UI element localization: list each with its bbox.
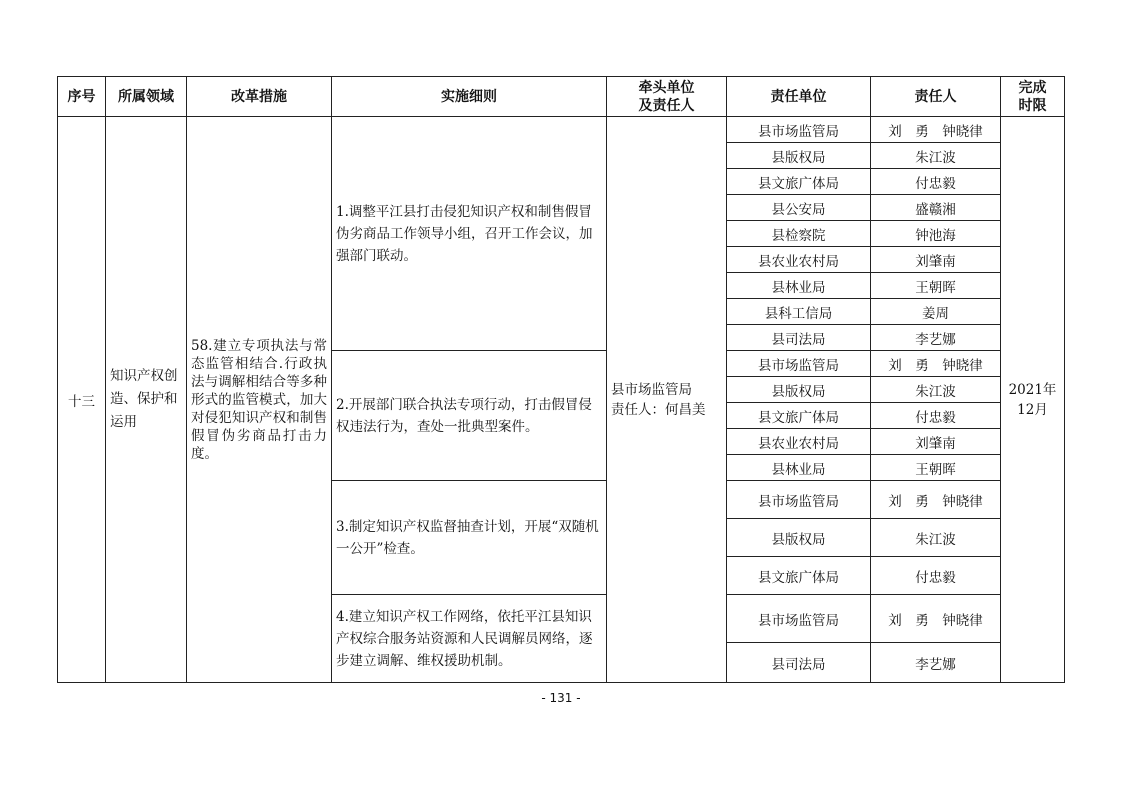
- responsible-person: 王朝晖: [871, 273, 1001, 299]
- responsible-person: 刘肇南: [871, 247, 1001, 273]
- responsible-person: 朱江波: [871, 143, 1001, 169]
- responsible-unit: 县司法局: [727, 325, 871, 351]
- responsible-person: 刘肇南: [871, 429, 1001, 455]
- responsible-unit: 县林业局: [727, 273, 871, 299]
- detail-text: 1.调整平江县打击侵犯知识产权和制售假冒伪劣商品工作领导小组，召开工作会议，加强部门联动。: [332, 117, 607, 351]
- header-no: 序号: [58, 77, 106, 117]
- header-detail: 实施细则: [332, 77, 607, 117]
- detail-text: 4.建立知识产权工作网络，依托平江县知识产权综合服务站资源和人民调解员网络，逐步建立调解、维权援助机制。: [332, 595, 607, 683]
- reform-measures-table: [57, 76, 1065, 683]
- responsible-unit: 县农业农村局: [727, 429, 871, 455]
- responsible-unit: 县市场监管局: [727, 117, 871, 143]
- responsible-person: 刘 勇 钟晓律: [871, 595, 1001, 643]
- responsible-person: 付忠毅: [871, 403, 1001, 429]
- responsible-unit: 县文旅广体局: [727, 557, 871, 595]
- table-header-row: [58, 77, 1065, 117]
- header-unit: 责任单位: [727, 77, 871, 117]
- header-domain: 所属领域: [106, 77, 187, 117]
- responsible-person: 朱江波: [871, 377, 1001, 403]
- row-number: 十三: [58, 117, 106, 683]
- responsible-unit: 县市场监管局: [727, 595, 871, 643]
- responsible-person: 李艺娜: [871, 325, 1001, 351]
- responsible-unit: 县农业农村局: [727, 247, 871, 273]
- detail-text: 3.制定知识产权监督抽查计划，开展“双随机一公开”检查。: [332, 481, 607, 595]
- responsible-unit: 县检察院: [727, 221, 871, 247]
- page-number: - 131 -: [541, 691, 581, 705]
- header-deadline-line2: 时限: [1018, 97, 1047, 114]
- table-row: [58, 117, 1065, 143]
- responsible-person: 刘 勇 钟晓律: [871, 351, 1001, 377]
- responsible-person: 姜周: [871, 299, 1001, 325]
- deadline-cell: [1001, 117, 1065, 683]
- responsible-person: 付忠毅: [871, 169, 1001, 195]
- responsible-person: 刘 勇 钟晓律: [871, 117, 1001, 143]
- responsible-unit: 县版权局: [727, 143, 871, 169]
- responsible-unit: 县市场监管局: [727, 351, 871, 377]
- header-lead-line1: 牵头单位: [638, 79, 695, 96]
- responsible-unit: 县文旅广体局: [727, 403, 871, 429]
- header-lead: [607, 77, 727, 117]
- row-domain: 知识产权创造、保护和运用: [106, 117, 187, 683]
- responsible-person: 盛赣湘: [871, 195, 1001, 221]
- header-measure: 改革措施: [187, 77, 332, 117]
- detail-text: 2.开展部门联合执法专项行动，打击假冒侵权违法行为，查处一批典型案件。: [332, 351, 607, 481]
- responsible-unit: 县版权局: [727, 377, 871, 403]
- header-person: 责任人: [871, 77, 1001, 117]
- responsible-unit: 县科工信局: [727, 299, 871, 325]
- responsible-person: 王朝晖: [871, 455, 1001, 481]
- table-body: [58, 117, 1065, 683]
- header-deadline: [1001, 77, 1065, 117]
- row-measure: 58.建立专项执法与常态监管相结合.行政执法与调解相结合等多种形式的监管模式，加大对侵犯知识产权和制售假冒伪劣商品打击力度。: [187, 117, 332, 683]
- responsible-unit: 县司法局: [727, 643, 871, 683]
- header-deadline-line1: 完成: [1018, 79, 1047, 96]
- header-lead-line2: 及责任人: [638, 97, 695, 114]
- responsible-person: 刘 勇 钟晓律: [871, 481, 1001, 519]
- lead-unit: 县市场监管局: [611, 381, 692, 398]
- responsible-unit: 县市场监管局: [727, 481, 871, 519]
- responsible-unit: 县版权局: [727, 519, 871, 557]
- responsible-person: 钟池海: [871, 221, 1001, 247]
- responsible-person: 付忠毅: [871, 557, 1001, 595]
- responsible-person: 李艺娜: [871, 643, 1001, 683]
- responsible-unit: 县文旅广体局: [727, 169, 871, 195]
- lead-person: 责任人：何昌美: [611, 401, 706, 418]
- lead-unit-cell: [607, 117, 727, 683]
- responsible-person: 朱江波: [871, 519, 1001, 557]
- responsible-unit: 县公安局: [727, 195, 871, 221]
- responsible-unit: 县林业局: [727, 455, 871, 481]
- deadline-month: 12月: [1017, 401, 1048, 418]
- deadline-year: 2021年: [1008, 381, 1057, 398]
